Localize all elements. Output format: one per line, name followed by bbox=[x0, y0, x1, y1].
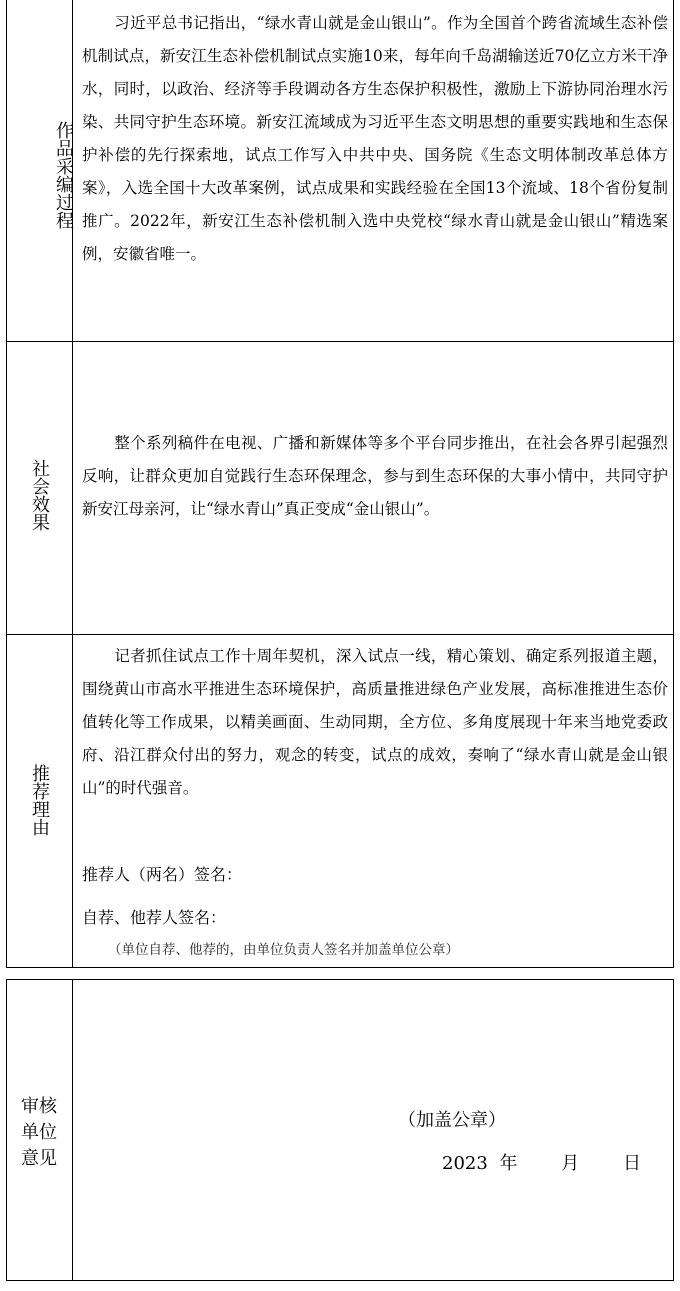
review-table-right-border bbox=[673, 979, 674, 1281]
review-table-left-border bbox=[6, 979, 7, 1281]
reason-label bbox=[8, 742, 70, 858]
effect-text-content: 整个系列稿件在电视、广播和新媒体等多个平台同步推出，在社会各界引起强烈反响，让群众更加自觉践行生态环保理念，参与到生态环保的大事小情中，共同守护新安江母亲河，让“绿水青山”真正变成“金山银山”。 bbox=[82, 434, 668, 518]
review-label-line1: 审核 bbox=[21, 1096, 57, 1117]
review-day-unit: 日 bbox=[623, 1153, 642, 1174]
row-divider-2 bbox=[6, 634, 674, 635]
official-seal-text: （加盖公章） bbox=[398, 1110, 506, 1131]
review-table-bottom-border bbox=[6, 1280, 674, 1281]
process-label-text: 作品采编过程 bbox=[53, 121, 74, 229]
reason-label-text: 推荐理由 bbox=[29, 764, 50, 836]
process-text-content: 习近平总书记指出，“绿水青山就是金山银山”。作为全国首个跨省流域生态补偿机制试点，新安江生态补偿机制试点实施10来，每年向千岛湖输送近70亿立方米干净水，同时，以政治、经济等手段调动各方生态保护积极性，激励上下游协同治理水污染、共同守护生态环境。新安江流域成为习近平生态文明思想的重要实践地和生态保护补偿的先行探索地，试点工作写入中共中央、国务院《生态文明体制改革总体方案》，入选全国十大改革案例，试点成果和实践经验在全国13个流域、18个省份复制推广。2022年，新安江生态补偿机制入选中央党校“绿水青山就是金山银山”精选案例，安徽省唯一。 bbox=[82, 14, 668, 263]
review-month-unit: 月 bbox=[561, 1153, 580, 1174]
self-signer-line: 自荐、他荐人签名： bbox=[82, 908, 227, 927]
review-date bbox=[442, 1149, 641, 1175]
review-label-line2: 单位 bbox=[21, 1122, 57, 1143]
signature-note: （单位自荐、他荐的，由单位负责人签名并加盖单位公章） bbox=[108, 942, 459, 958]
effect-label-text: 社会效果 bbox=[29, 459, 50, 531]
table-right-border bbox=[673, 0, 674, 968]
review-year: 2023 bbox=[442, 1153, 488, 1174]
review-table-top-border bbox=[6, 979, 674, 980]
reason-text-content: 记者抓住试点工作十周年契机，深入试点一线，精心策划、确定系列报道主题，围绕黄山市高水平推进生态环境保护，高质量推进绿色产业发展，高标准推进生态价值转化等工作成果，以精美画面、生动同期，全方位、多角度展现十年来当地党委政府、沿江群众付出的努力，观念的转变，试点的成效，奏响了“绿水青山就是金山银山”的时代强音。 bbox=[82, 647, 668, 797]
reason-text bbox=[82, 640, 668, 805]
review-year-unit: 年 bbox=[499, 1153, 518, 1174]
row-divider-1 bbox=[6, 341, 674, 342]
review-table-column-divider bbox=[72, 979, 73, 1281]
effect-text bbox=[82, 427, 668, 526]
process-label bbox=[4, 105, 74, 245]
review-label bbox=[8, 1094, 70, 1172]
review-label-line3: 意见 bbox=[21, 1148, 57, 1169]
table-bottom-border bbox=[6, 967, 674, 968]
process-text bbox=[82, 7, 668, 271]
two-signer-line: 推荐人（两名）签名： bbox=[82, 865, 243, 884]
effect-label bbox=[8, 440, 70, 550]
